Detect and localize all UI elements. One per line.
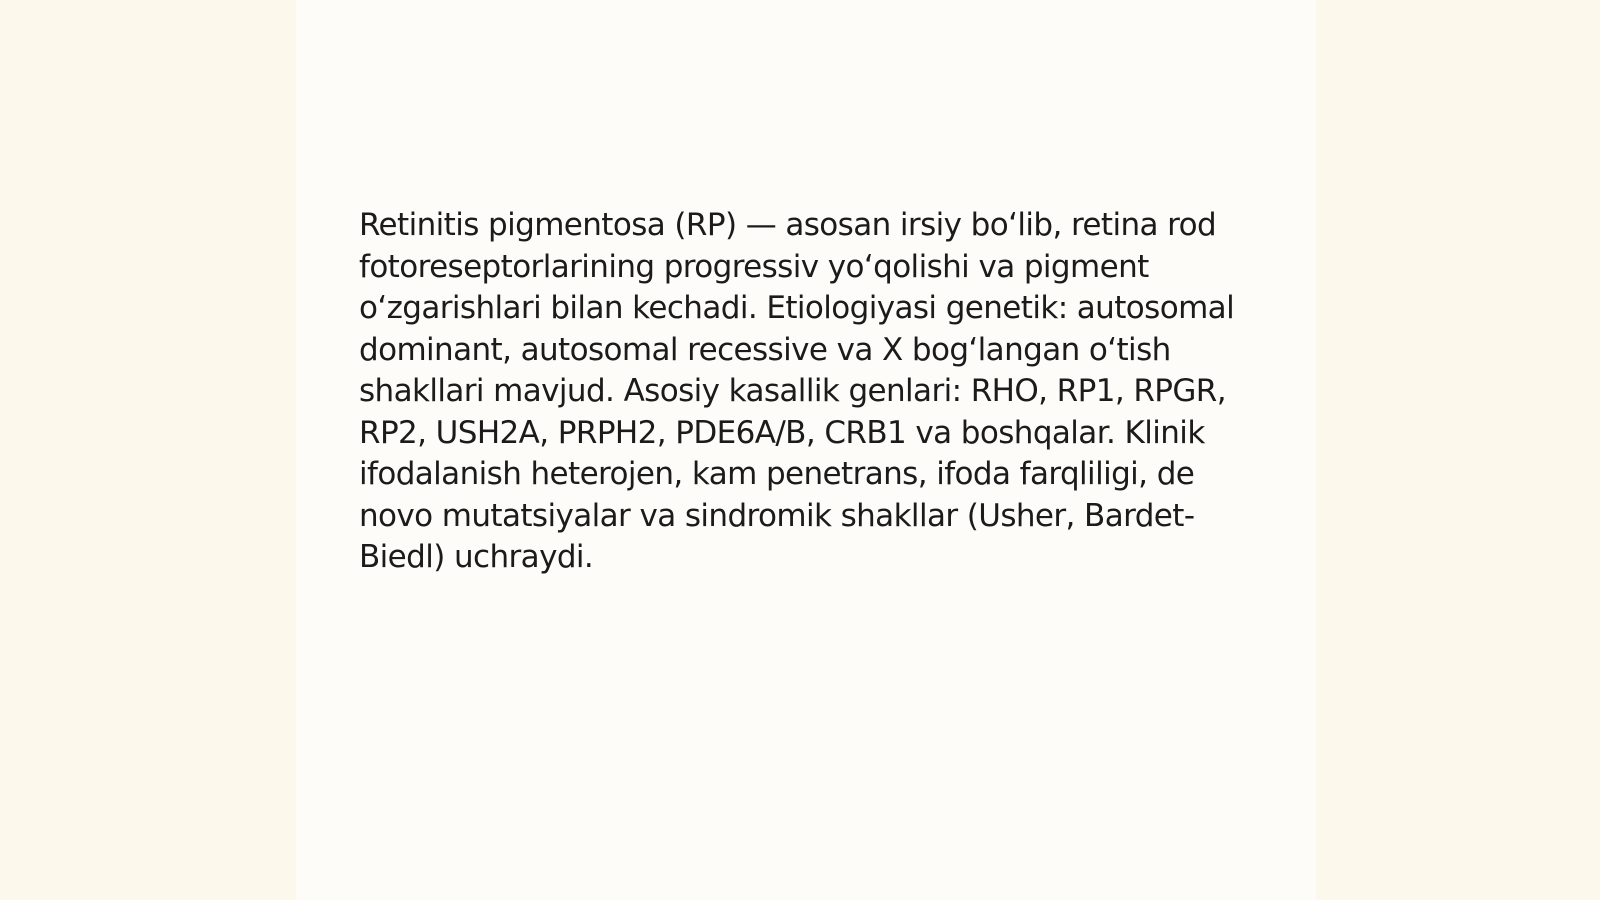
slide (296, 0, 1316, 900)
slide-body-text: Retinitis pigmentosa (RP) — asosan irsiy boʻlib, retina rod fotoreseptorlarining progressiv yoʻqolishi va pigment oʻzgarishlari bilan kechadi. Etiologiyasi genetik: autosomal dominant, autosomal recessive va X bogʻlangan oʻtish shakllari mavjud. Asosiy kasallik genlari: RHO, RP1, RPGR, RP2, USH2A, PRPH2, PDE6A/B, CRB1 va boshqalar. Klinik ifodalanish heterojen, kam penetrans, ifoda farqliligi, de novo mutatsiyalar va sindromik shakllar (Usher, Bardet-Biedl) uchraydi. (359, 207, 1235, 575)
